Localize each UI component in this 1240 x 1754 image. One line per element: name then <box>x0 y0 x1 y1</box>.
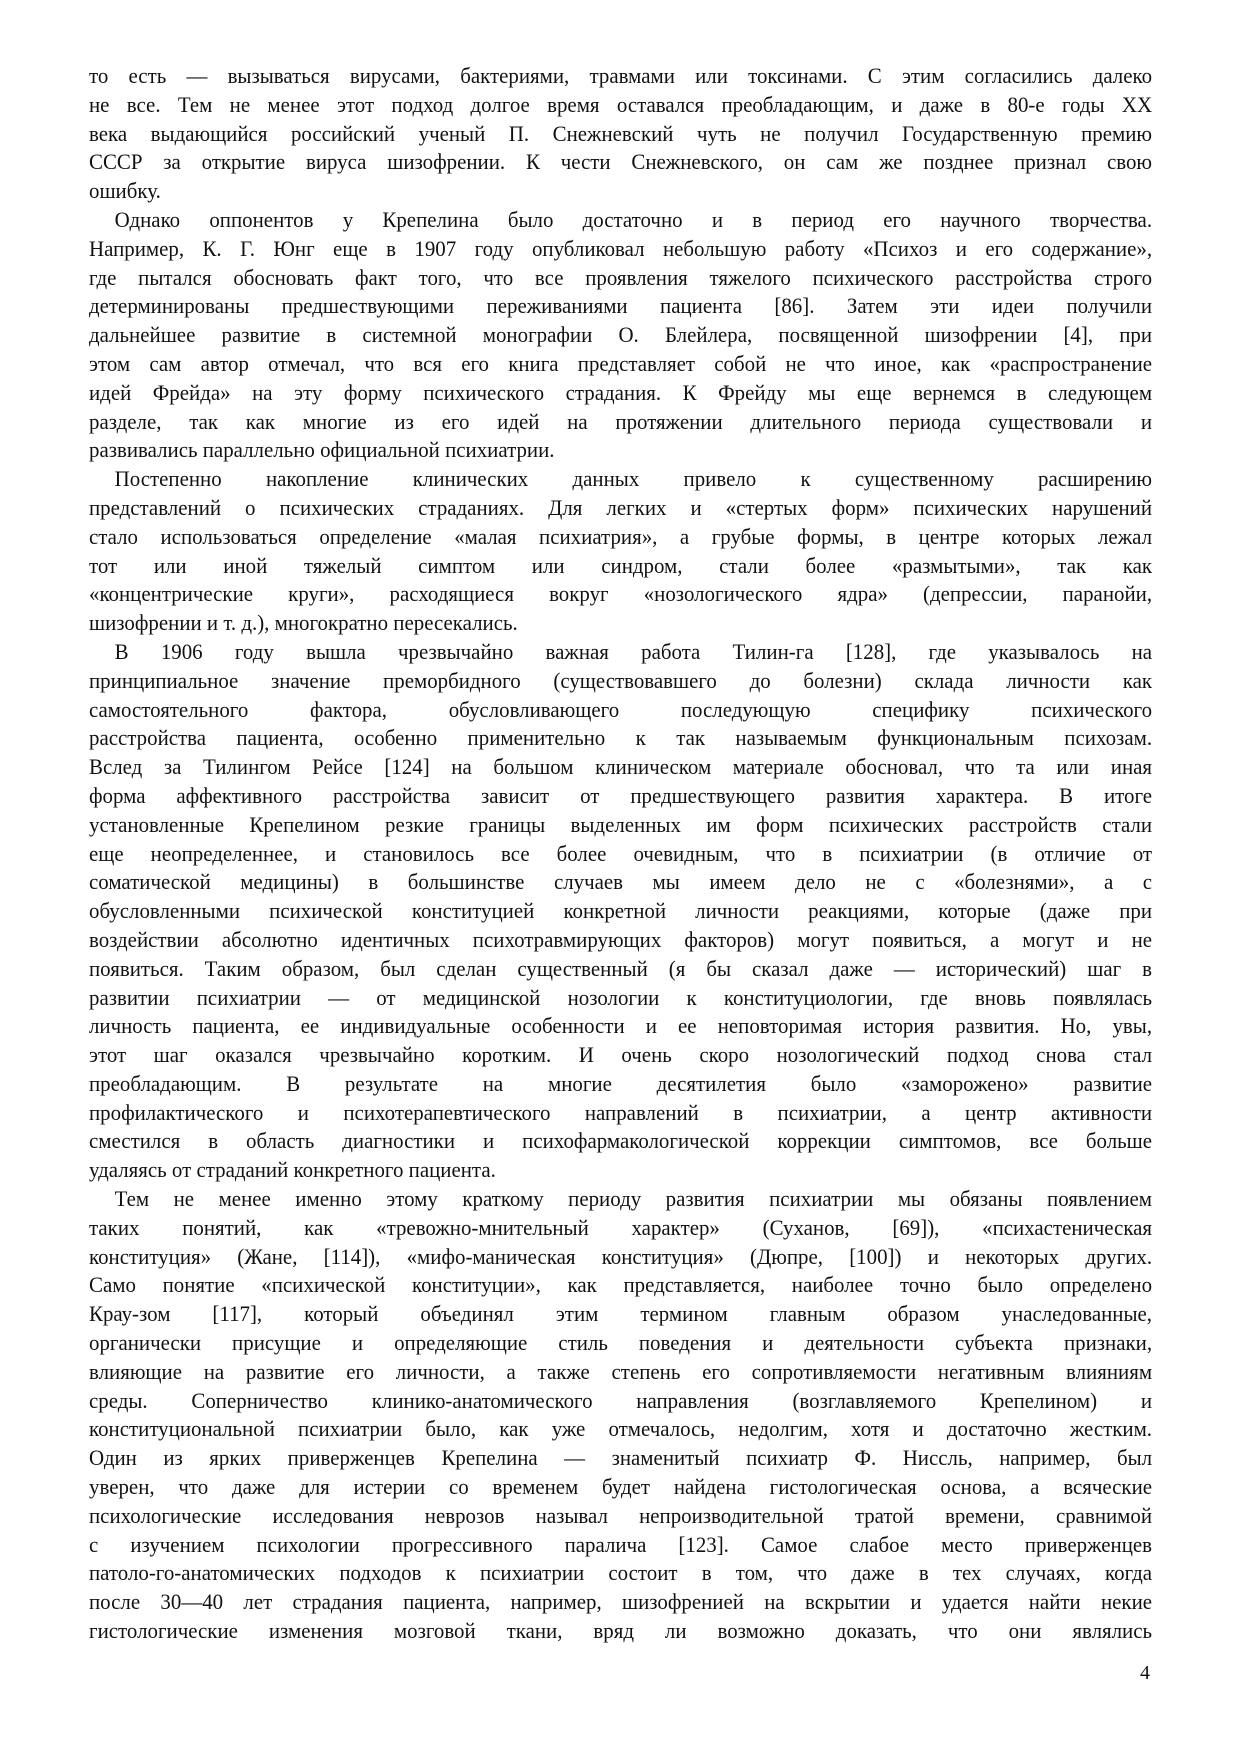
text-line: этот шаг оказался чрезвычайно коротким. И очень скоро нозологический подход снова стал <box>89 1042 1153 1068</box>
text-line: соматической медицины) в большинстве случаев мы имеем дело не с «болезнями», а с <box>89 869 1153 895</box>
text-line: СССР за открытие вируса шизофрении. К чести Снежневского, он сам же позднее признал свою <box>89 149 1153 175</box>
text-line: органически присущие и определяющие стиль поведения и деятельности субъекта признаки, <box>89 1330 1153 1356</box>
text-line: среды. Соперничество клинико-анатомического направления (возглавляемого Крепелином) и <box>89 1387 1153 1413</box>
text-line: Тем не менее именно этому краткому периоду развития психиатрии мы обязаны появлением <box>114 1186 1153 1212</box>
text-line: этом сам автор отмечал, что вся его книга представляет собой не что иное, как «распространение <box>89 350 1153 376</box>
text-line: Однако оппонентов у Крепелина было достаточно и в период его научного творчества. <box>114 206 1153 232</box>
text-line: таких понятий, как «тревожно-мнительный характер» (Суханов, [69]), «психастеническая <box>89 1214 1153 1240</box>
text-line: «концентрические круги», расходящиеся вокруг «нозологического ядра» (депрессии, паранойи, <box>89 581 1153 607</box>
text-line: не все. Тем не менее этот подход долгое время оставался преобладающим, и даже в 80-е годы XX <box>89 91 1153 117</box>
text-line: где пытался обосновать факт того, что все проявления тяжелого психического расстройства строго <box>89 264 1153 290</box>
text-line: развивались параллельно официальной психиатрии. <box>89 437 555 463</box>
text-line: обусловленными психической конституцией конкретной личности реакциями, которые (даже при <box>89 898 1153 924</box>
text-line: конституциональной психиатрии было, как уже отмечалось, недолгим, хотя и достаточно жестким. <box>89 1416 1153 1442</box>
text-line: Само понятие «психической конституции», как представляется, наиболее точно было определено <box>89 1272 1153 1298</box>
page-number: 4 <box>1140 1662 1150 1684</box>
text-line: Крау-зом [117], который объединял этим термином главным образом унаследованные, <box>89 1301 1153 1327</box>
text-line: расстройства пациента, особенно применительно к так называемым функциональным психозам. <box>89 725 1153 751</box>
text-line: влияющие на развитие его личности, а также степень его сопротивляемости негативным влияниям <box>89 1358 1153 1384</box>
text-line: гистологические изменения мозговой ткани, вряд ли возможно доказать, что они являлись <box>89 1618 1153 1644</box>
text-line: Один из ярких приверженцев Крепелина — знаменитый психиатр Ф. Ниссль, например, был <box>89 1445 1153 1471</box>
text-line: психологические исследования неврозов называл непроизводительной тратой времени, сравнимой <box>89 1502 1153 1528</box>
text-line: форма аффективного расстройства зависит от предшествующего развития характера. В итоге <box>89 782 1153 808</box>
body-text <box>89 62 1152 1646</box>
text-line: Например, К. Г. Юнг еще в 1907 году опубликовал небольшую работу «Психоз и его содержание», <box>89 235 1153 261</box>
paragraph <box>89 62 1152 206</box>
text-line: ошибку. <box>89 178 161 204</box>
text-line: с изучением психологии прогрессивного паралича [123]. Самое слабое место приверженцев <box>89 1531 1153 1557</box>
text-line: представлений о психических страданиях. Для легких и «стертых форм» психических нарушений <box>89 494 1153 520</box>
text-line: В 1906 году вышла чрезвычайно важная работа Тилин-га [128], где указывалось на <box>114 638 1153 664</box>
text-line: личность пациента, ее индивидуальные особенности и ее неповторимая история развития. Но, увы, <box>89 1013 1153 1039</box>
text-line: профилактического и психотерапевтического направлений в психиатрии, а центр активности <box>89 1099 1153 1125</box>
text-line: уверен, что даже для истерии со временем будет найдена гистологическая основа, а всяческие <box>89 1474 1153 1500</box>
text-line: удаляясь от страданий конкретного пациента. <box>89 1157 496 1183</box>
paragraph <box>89 206 1152 465</box>
paragraph <box>89 1185 1152 1646</box>
text-line: детерминированы предшествующими переживаниями пациента [86]. Затем эти идеи получили <box>89 293 1153 319</box>
text-line: патоло-го-анатомических подходов к психиатрии состоит в том, что даже в тех случаях, когда <box>89 1560 1153 1586</box>
text-line: идей Фрейда» на эту форму психического страдания. К Фрейду мы еще вернемся в следующем <box>89 379 1153 405</box>
text-line: конституция» (Жане, [114]), «мифо-маническая конституция» (Дюпре, [100]) и некоторых других. <box>89 1243 1153 1269</box>
text-line: развитии психиатрии — от медицинской нозологии к конституциологии, где вновь появлялась <box>89 984 1153 1010</box>
text-line: разделе, так как многие из его идей на протяжении длительного периода существовали и <box>89 408 1153 434</box>
text-line: появиться. Таким образом, был сделан существенный (я бы сказал даже — исторический) шаг в <box>89 955 1153 981</box>
paragraph <box>89 465 1152 638</box>
text-line: еще неопределеннее, и становилось все более очевидным, что в психиатрии (в отличие от <box>89 840 1153 866</box>
text-line: воздействии абсолютно идентичных психотравмирующих факторов) могут появиться, а могут и не <box>89 926 1153 952</box>
text-line: Постепенно накопление клинических данных привело к существенному расширению <box>114 466 1153 492</box>
text-line: установленные Крепелином резкие границы выделенных им форм психических расстройств стали <box>89 811 1153 837</box>
text-line: то есть — вызываться вирусами, бактериями, травмами или токсинами. С этим согласились далеко <box>89 63 1153 88</box>
text-line: стало использоваться определение «малая психиатрия», а грубые формы, в центре которых лежал <box>89 523 1153 549</box>
text-line: века выдающийся российский ученый П. Снежневский чуть не получил Государственную премию <box>89 120 1153 146</box>
text-line: шизофрении и т. д.), многократно пересекались. <box>89 610 518 636</box>
text-line: после 30—40 лет страдания пациента, например, шизофренией на вскрытии и удается найти некие <box>89 1589 1153 1615</box>
text-line: сместился в область диагностики и психофармакологической коррекции симптомов, все больше <box>89 1128 1153 1154</box>
text-line: самостоятельного фактора, обусловливающего последующую специфику психического <box>89 696 1153 722</box>
text-line: дальнейшее развитие в системной монографии О. Блейлера, посвященной шизофрении [4], при <box>89 322 1153 348</box>
text-line: тот или иной тяжелый симптом или синдром, стали более «размытыми», так как <box>89 552 1153 578</box>
text-line: принципиальное значение преморбидного (существовавшего до болезни) склада личности как <box>89 667 1153 693</box>
paragraph <box>89 638 1152 1185</box>
text-line: преобладающим. В результате на многие десятилетия было «заморожено» развитие <box>89 1070 1153 1096</box>
text-line: Вслед за Тилингом Рейсе [124] на большом клиническом материале обосновал, что та или иная <box>89 754 1153 780</box>
